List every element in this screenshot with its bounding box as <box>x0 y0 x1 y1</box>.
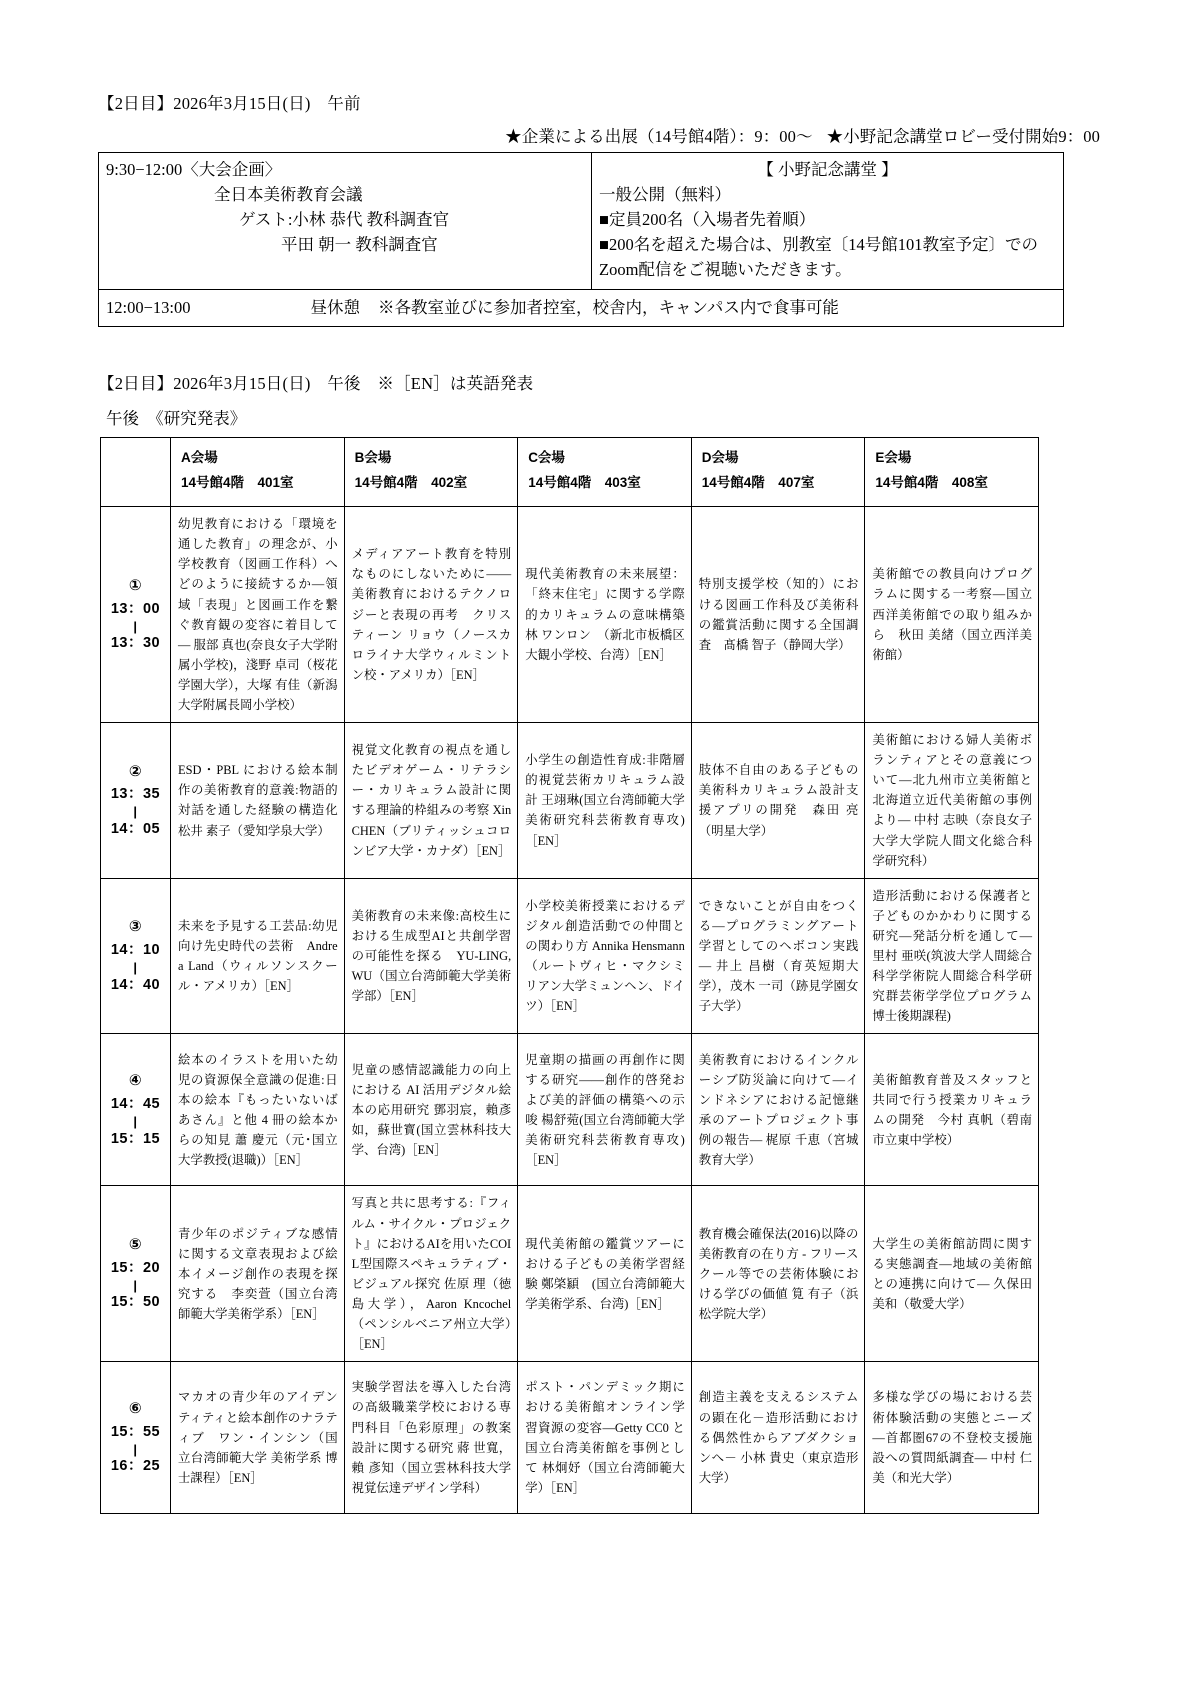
slot-4-hall-c-talk: 児童期の描画の再創作に関する研究――創作的啓発および美的評価の構築への示唆 楊舒菀(国立台湾師範大学美術研究科芸術教育専攻)［EN］ <box>518 1034 692 1186</box>
slot-3-hall-e-talk: 造形活動における保護者と子どものかかわりに関する研究―発話分析を通して― 里村 亜咲(筑波大学人間総合科学学術院人間総合科学研究群芸術学学位プログラム博士後期課程) <box>865 878 1039 1034</box>
schedule-header-row <box>101 438 1039 507</box>
slot-2-hall-a-talk: ESD・PBL における絵本制作の美術教育的意義:物語的対話を通した経験の構造化 松井 素子（愛知学泉大学） <box>171 723 345 879</box>
morning-star-notes <box>98 123 1100 147</box>
morning-venue-open: 一般公開（無料） <box>599 184 731 204</box>
lunch-label: 昼休憩 <box>310 298 360 318</box>
schedule-row-1 <box>101 507 1039 723</box>
morning-session-row <box>99 152 1064 289</box>
slot-6-hall-a-talk: マカオの青少年のアイデンティティと絵本創作のナラティブ ワン・インシン（国立台湾師範大学 美術学系 博士課程）［EN］ <box>171 1362 345 1514</box>
slot-6-number: ⑥ <box>128 1399 143 1417</box>
slot-5-end: 15：50 <box>110 1294 161 1311</box>
slot-5-hall-d-talk: 教育機会確保法(2016)以降の美術教育の在り方 - フリースクール等での芸術体験における学びの価値 筧 有子（浜松学院大学） <box>691 1186 865 1362</box>
lunch-line <box>106 295 1056 320</box>
afternoon-heading: 【2日目】2026年3月15日(日) 午後 ※［EN］は英語発表 <box>98 374 534 394</box>
slot-5-hall-a-talk: 青少年のポジティブな感情に関する文章表現および絵本イメージ創作の表現を探究する 李奕萱（国立台湾師範大学美術学系）［EN］ <box>171 1186 345 1362</box>
header-hall-c <box>518 438 692 507</box>
slot-6-hall-b-talk: 実験学習法を導入した台湾の高級職業学校における専門科目「色彩原理」の教案設計に関する研究 蔣 世寬，賴 彥知（国立雲林科技大学 視覚伝達デザイン学科） <box>344 1362 518 1514</box>
lunch-note: ※各教室並びに参加者控室，校舎内，キャンパス内で食事可能 <box>377 298 839 318</box>
hall-c-name: C会場 <box>528 450 565 466</box>
slot-1-hall-e-talk: 美術館での教員向けプログラムに関する一考察―国立西洋美術館での取り組みから 秋田 美緒（国立西洋美術館） <box>865 507 1039 723</box>
morning-session-guest-2: 平田 朝一 教科調査官 <box>281 234 438 254</box>
hall-a-room: 14号館4階 401室 <box>181 475 294 491</box>
slot-3-start: 14：10 <box>110 942 161 959</box>
slot-4-hall-a-talk: 絵本のイラストを用いた幼児の資源保全意識の促進:日本の絵本『もったいないばあさん』と他 4 冊の絵本からの知見 蕭 慶元（元･国立大学教授(退職)）［EN］ <box>171 1034 345 1186</box>
slot-5-time <box>101 1186 171 1362</box>
hall-d-name: D会場 <box>701 450 739 466</box>
slot-3-divider: | <box>133 960 138 976</box>
slot-1-hall-a-talk: 幼児教育における「環境を通した教育」の理念が、小学校教育（図画工作科）へどのように接続するか―領域「表現」と図画工作を繋ぐ教育観の変容に着目して― 服部 真也(奈良女子大学附属小学校)，淺野 卓司（桜花学園大学），大塚 有佳（新潟大学附属長岡小学校） <box>171 507 345 723</box>
slot-3-end: 14：40 <box>110 976 161 993</box>
slot-3-hall-b-talk: 美術教育の未来像:高校生における生成型AIと共創学習の可能性を探る YU-LING,WU（国立台湾師範大学美術学部）［EN］ <box>344 878 518 1034</box>
slot-3-hall-c-talk: 小学校美術授業におけるデジタル創造活動での仲間との関わり方 Annika Hensmann（ルートヴィヒ・マクシミリアン大学ミュンヘン、ドイツ）［EN］ <box>518 878 692 1034</box>
hall-e-room: 14号館4階 408室 <box>875 475 988 491</box>
slot-2-hall-e-talk: 美術館における婦人美術ボランティアとその意義について―北九州市立美術館と北海道立近代美術館の事例より― 中村 志映（奈良女子大学大学院人間文化総合科学研究科） <box>865 723 1039 879</box>
slot-6-divider: | <box>133 1441 138 1457</box>
slot-5-start: 15：20 <box>110 1259 161 1276</box>
afternoon-header-block <box>98 370 1100 429</box>
morning-venue-name: 【 小野記念講堂 】 <box>757 159 898 179</box>
morning-session-table <box>98 152 1064 327</box>
header-hall-b <box>344 438 518 507</box>
lunch-row <box>99 290 1064 327</box>
slot-2-hall-c-talk: 小学生の創造性育成:非階層的視覚芸術カリキュラム設計 王翊琳(国立台湾師範大学美術研究科芸術教育専攻)［EN］ <box>518 723 692 879</box>
slot-1-hall-c-talk: 現代美術教育の未来展望：「終末住宅」に関する学際的カリキュラムの意味構築 林 ワンロン （新北市板橋区大観小学校、台湾）［EN］ <box>518 507 692 723</box>
slot-6-hall-e-talk: 多様な学びの場における芸術体験活動の実態とニーズ—首都圏67の不登校支援施設への質問紙調査— 中村 仁美（和光大学） <box>865 1362 1039 1514</box>
header-hall-e <box>865 438 1039 507</box>
hall-e-name: E会場 <box>875 450 912 466</box>
header-hall-d <box>691 438 865 507</box>
slot-3-time <box>101 878 171 1034</box>
schedule-row-5 <box>101 1186 1039 1362</box>
slot-6-time <box>101 1362 171 1514</box>
morning-venue-capacity: ■定員200名（入場者先着順） <box>599 209 816 229</box>
slot-1-hall-b-talk: メディアアート教育を特別なものにしないために――美術教育におけるテクノロジーと表現の再考 クリスティーン リョウ（ノースカロライナ大学ウィルミントン校・アメリカ）［EN］ <box>344 507 518 723</box>
slot-4-start: 14：45 <box>110 1095 161 1112</box>
slot-1-hall-d-talk: 特別支援学校（知的）における図画工作科及び美術科の鑑賞活動に関する全国調査 髙橋 智子（静岡大学） <box>691 507 865 723</box>
hall-a-name: A会場 <box>181 450 218 466</box>
reception-note: ★小野記念講堂ロビー受付開始9：00 <box>826 126 1100 146</box>
hall-c-room: 14号館4階 403室 <box>528 475 641 491</box>
slot-2-hall-d-talk: 肢体不自由のある子どもの美術科カリキュラム設計支援アプリの開発 森田 亮（明星大学） <box>691 723 865 879</box>
morning-session-details <box>99 152 592 289</box>
slot-3-number: ③ <box>128 918 143 936</box>
morning-venue-details <box>592 152 1064 289</box>
afternoon-subheading: 午後 《研究発表》 <box>106 409 247 429</box>
hall-b-room: 14号館4階 402室 <box>354 475 468 491</box>
slot-3-hall-d-talk: できないことが自由をつくる―プログラミングアート学習としてのヘボコン実践― 井上 昌樹（育英短期大学），茂木 一司（跡見学園女子大学） <box>691 878 865 1034</box>
slot-5-hall-c-talk: 現代美術館の鑑賞ツアーにおける子どもの美術学習経験 鄭棨顈 (国立台湾師範大学美術学系、台湾)［EN］ <box>518 1186 692 1362</box>
slot-5-divider: | <box>133 1277 138 1293</box>
schedule-row-6 <box>101 1362 1039 1514</box>
morning-session-time: 9:30−12:00〈大会企画〉 <box>106 159 282 179</box>
slot-4-number: ④ <box>128 1072 143 1090</box>
slot-5-number: ⑤ <box>128 1236 143 1254</box>
slot-1-time <box>101 507 171 723</box>
hall-d-room: 14号館4階 407室 <box>701 475 815 491</box>
slot-4-hall-b-talk: 児童の感情認識能力の向上における AI 活用デジタル絵本の応用研究 鄧羽宸，賴彥如，蘇世寳(国立雲林科技大学、台湾)［EN］ <box>344 1034 518 1186</box>
morning-venue-overflow: ■200名を超えた場合は、別教室〔14号館101教室予定〕でのZoom配信をご視聴いただきます。 <box>599 234 1038 280</box>
slot-2-time <box>101 723 171 879</box>
slot-2-start: 13：35 <box>110 786 161 803</box>
slot-4-hall-d-talk: 美術教育におけるインクルーシブ防災論に向けて―インドネシアにおける記憶継承のアートプロジェクト事例の報告― 梶原 千恵（宮城教育大学） <box>691 1034 865 1186</box>
morning-session-title: 全日本美術教育会議 <box>214 184 363 204</box>
slot-4-time <box>101 1034 171 1186</box>
exhibition-note: ★企業による出展（14号館4階）：9：00〜 <box>505 126 813 146</box>
morning-session-guest-1: ゲスト:小林 恭代 教科調査官 <box>239 209 450 229</box>
slot-6-end: 16：25 <box>110 1458 161 1475</box>
header-hall-a <box>171 438 345 507</box>
slot-1-number: ① <box>128 576 143 594</box>
slot-6-start: 15：55 <box>110 1423 161 1440</box>
schedule-row-3 <box>101 878 1039 1034</box>
slot-1-start: 13：00 <box>110 600 161 617</box>
slot-5-hall-e-talk: 大学生の美術館訪問に関する実態調査―地域の美術館との連携に向けて― 久保田 美和（敬愛大学） <box>865 1186 1039 1362</box>
slot-5-hall-b-talk: 写真と共に思考する:『フィルム・サイクル・プロジェクト』におけるAIを用いたCOIL型国際スペキュラティブ・ビジュアル探究 佐原 理（徳島大学），Aaron Kncochel（ペンシルベニア州立大学）［EN］ <box>344 1186 518 1362</box>
slot-6-hall-d-talk: 創造主義を支えるシステムの顕在化－造形活動における偶然性からアブダクションへ－ 小林 貴史（東京造形大学） <box>691 1362 865 1514</box>
schedule-row-2 <box>101 723 1039 879</box>
morning-heading: 【2日目】2026年3月15日(日) 午前 <box>98 94 361 113</box>
morning-session-spacer <box>106 257 584 269</box>
slot-2-divider: | <box>133 804 138 820</box>
header-time-column <box>101 438 171 507</box>
schedule-row-4 <box>101 1034 1039 1186</box>
slot-6-hall-c-talk: ポスト・パンデミック期における美術館オンライン学習資源の変容—Getty CC0 と国立台湾美術館を事例として 林炯妤（国立台湾師範大学）［EN］ <box>518 1362 692 1514</box>
slot-2-end: 14：05 <box>110 821 161 838</box>
lunch-time: 12:00−13:00 <box>106 298 191 318</box>
hall-b-name: B会場 <box>354 450 392 466</box>
afternoon-schedule-table <box>100 437 1039 1514</box>
slot-1-end: 13：30 <box>110 635 161 652</box>
slot-4-end: 15：15 <box>110 1130 161 1147</box>
lunch-cell <box>99 290 1064 327</box>
slot-1-divider: | <box>133 618 138 634</box>
slot-4-divider: | <box>133 1113 138 1129</box>
slot-3-hall-a-talk: 未来を予見する工芸品:幼児向け先史時代の芸術 Andrea Land（ウィルソンスクール・アメリカ）［EN］ <box>171 878 345 1034</box>
slot-2-number: ② <box>128 762 143 780</box>
slot-4-hall-e-talk: 美術館教育普及スタッフと共同で行う授業カリキュラムの開発 今村 真帆（碧南市立東中学校） <box>865 1034 1039 1186</box>
slot-2-hall-b-talk: 視覚文化教育の視点を通したビデオゲーム・リテラシー・カリキュラム設計に関する理論的枠組みの考察 Xin CHEN（ブリティッシュコロンビア大学・カナダ）［EN］ <box>344 723 518 879</box>
